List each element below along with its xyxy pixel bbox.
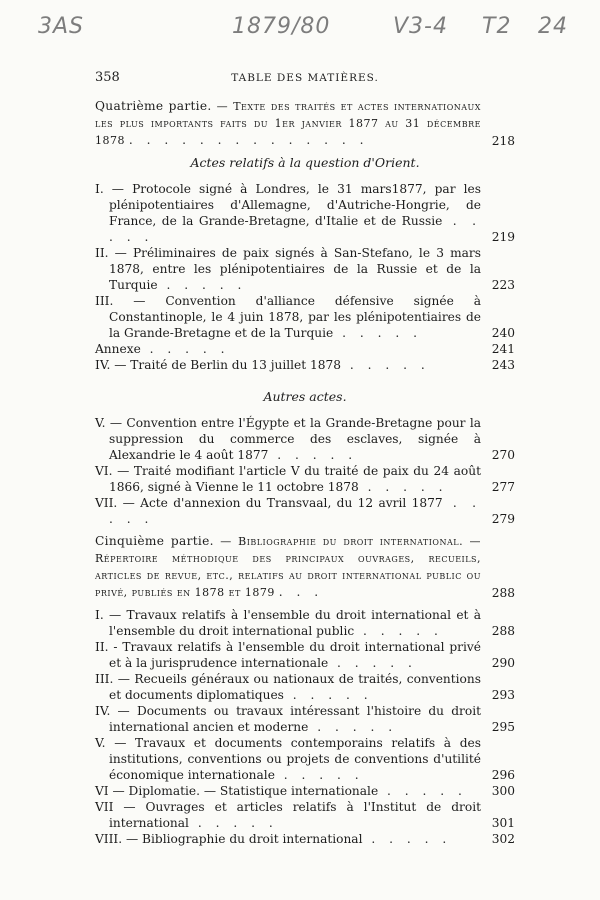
toc-entry-text: VI. — Traité modifiant l'article V du traité de paix du 24 août 1866, signé à Vienne le 11 octobre 1878 — [95, 464, 481, 494]
toc-entry-text: I. — Protocole signé à Londres, le 31 mars1877, par les plénipotentiaires d'Allemagne, d'Autriche-Hongrie, de France, de la Grande-Bretagne, d'Italie et de Russie — [95, 182, 481, 228]
toc-entry-text: VII — Ouvrages et articles relatifs à l'Institut de droit international — [95, 800, 481, 830]
toc-entry-text: V. — Travaux et documents contemporains relatifs à des institutions, conventions ou projets de conventions d'utilité économique internationale — [95, 736, 481, 782]
toc-entry-text: V. — Convention entre l'Égypte et la Grande-Bretagne pour la suppression du commerce des esclaves, signée à Alexandrie le 4 août 1877 — [95, 416, 481, 462]
orient-entries — [95, 181, 515, 373]
toc-entry-text: VIII. — Bibliographie du droit international — [95, 832, 363, 846]
toc-entry-text: VI — Diplomatie. — Statistique internationale — [95, 784, 379, 798]
toc-entry: VII — Ouvrages et articles relatifs à l'Institut de droit international . . . . . 301 — [95, 800, 515, 830]
page-ref: 296 — [491, 768, 515, 782]
page-header — [95, 70, 515, 86]
toc-entry: IV. — Documents ou travaux intéressant l'histoire du droit international ancien et moderne . . . . . 295 — [95, 704, 515, 734]
toc-entry-text: IV. — Documents ou travaux intéressant l'histoire du droit international ancien et moderne — [95, 704, 481, 734]
part-five-entries — [95, 607, 515, 847]
page-ref: 295 — [491, 720, 515, 734]
page-ref: 243 — [491, 358, 515, 372]
annotation-years: 1879/80 — [232, 14, 331, 39]
page-ref: 293 — [491, 688, 515, 702]
toc-entry: VI — Diplomatie. — Statistique internationale . . . . . 300 — [95, 784, 515, 798]
section-heading-autres: Autres actes. — [263, 389, 347, 404]
toc-entry: VIII. — Bibliographie du droit international . . . . . 302 — [95, 832, 515, 846]
toc-entry-text: II. — Préliminaires de paix signés à San-Stefano, le 3 mars 1878, entre les plénipotentiaires de la Russie et de la Turquie — [95, 246, 481, 292]
annotation-volume: V3-4 — [393, 14, 448, 39]
page-ref: 288 — [491, 586, 515, 600]
page-number: 358 — [95, 70, 120, 85]
toc-entry-text: Annexe — [95, 342, 141, 356]
toc-entry: II. — Préliminaires de paix signés à San-Stefano, le 3 mars 1878, entre les plénipotentiaires de la Russie et de la Turquie . . . . . 223 — [95, 246, 515, 292]
toc-entry-text: III. — Recueils généraux ou nationaux de traités, conventions et documents diplomatiques — [95, 672, 481, 702]
toc-entry: I. — Travaux relatifs à l'ensemble du droit international et à l'ensemble du droit international public . . . . . 288 — [95, 608, 515, 638]
page-ref: 218 — [491, 134, 515, 148]
part-four-title: Quatrième partie. — [95, 99, 212, 113]
toc-entry: Annexe . . . . . 241 — [95, 342, 515, 356]
page-ref: 241 — [491, 342, 515, 356]
page-ref: 223 — [491, 278, 515, 292]
annotation-tome: T2 — [482, 14, 512, 39]
page-ref: 300 — [491, 784, 515, 798]
toc-entry: I. — Protocole signé à Londres, le 31 mars1877, par les plénipotentiaires d'Allemagne, d'Autriche-Hongrie, de France, de la Grande-Bretagne, d'Italie et de Russie . . . . . 219 — [95, 182, 515, 244]
page-ref: 270 — [491, 448, 515, 462]
toc-entry-text: IV. — Traité de Berlin du 13 juillet 1878 — [95, 358, 342, 372]
toc-entry: III. — Recueils généraux ou nationaux de traités, conventions et documents diplomatiques . . . . . 293 — [95, 672, 515, 702]
toc-entry-text: I. — Travaux relatifs à l'ensemble du droit international et à l'ensemble du droit international public — [95, 608, 481, 638]
page-title: TABLE DES MATIÈRES. — [231, 72, 379, 84]
toc-entry-text: III. — Convention d'alliance défensive signée à Constantinople, le 4 juin 1878, par les plénipotentiaires de la Grande-Bretagne et de la Turquie — [95, 294, 481, 340]
part-four-text: — Texte des traités et actes internationaux les plus importants faits du 1er janvier 1877 au 31 décembre 1878 — [95, 100, 481, 147]
toc-part-four: Quatrième partie. — Texte des traités et actes internationaux les plus importants faits du 1er janvier 1877 au 31 décembre 1878 . . . . . . . . . . . . . . 218 — [95, 99, 515, 148]
page-ref: 279 — [491, 512, 515, 526]
page-ref: 219 — [491, 230, 515, 244]
annotation-number: 24 — [538, 14, 568, 39]
toc-entry: V. — Convention entre l'Égypte et la Grande-Bretagne pour la suppression du commerce des esclaves, signée à Alexandrie le 4 août 1877 . . . . . 270 — [95, 416, 515, 462]
part-five-title: Cinquième partie. — [95, 534, 214, 548]
toc-entry: II. - Travaux relatifs à l'ensemble du droit international privé et à la jurisprudence internationale . . . . . 290 — [95, 640, 515, 670]
page-ref: 302 — [491, 832, 515, 846]
toc-entry: IV. — Traité de Berlin du 13 juillet 1878 . . . . . 243 — [95, 358, 515, 372]
toc-part-five: Cinquième partie. — Bibliographie du droit international. — Répertoire méthodique des principaux ouvrages, recueils, articles de revue, etc., relatifs au droit international public ou privé, publiés en 1878 et 1879 . . . 288 — [95, 534, 515, 600]
section-heading-orient: Actes relatifs à la question d'Orient. — [190, 155, 420, 170]
page-ref: 288 — [491, 624, 515, 638]
autres-entries — [95, 415, 515, 527]
toc-entry: VII. — Acte d'annexion du Transvaal, du 12 avril 1877 . . . . . 279 — [95, 496, 515, 526]
page-ref: 290 — [491, 656, 515, 670]
toc-entry-text: VII. — Acte d'annexion du Transvaal, du 12 avril 1877 — [95, 496, 443, 510]
annotation-shelfmark: 3AS — [38, 14, 85, 39]
page-ref: 277 — [491, 480, 515, 494]
part-five-text: — Bibliographie du droit international. — Répertoire méthodique des principaux ouvrages, recueils, articles de revue, etc., relatifs au droit international public ou privé, publiés en 1878 et 1879 — [95, 535, 481, 599]
page-ref: 301 — [491, 816, 515, 830]
toc-entry: III. — Convention d'alliance défensive signée à Constantinople, le 4 juin 1878, par les plénipotentiaires de la Grande-Bretagne et de la Turquie . . . . . 240 — [95, 294, 515, 340]
toc-entry: VI. — Traité modifiant l'article V du traité de paix du 24 août 1866, signé à Vienne le 11 octobre 1878 . . . . . 277 — [95, 464, 515, 494]
toc-entry-text: II. - Travaux relatifs à l'ensemble du droit international privé et à la jurisprudence internationale — [95, 640, 481, 670]
page-ref: 240 — [491, 326, 515, 340]
table-of-contents-page — [95, 70, 515, 847]
toc-entry: V. — Travaux et documents contemporains relatifs à des institutions, conventions ou projets de conventions d'utilité économique internationale . . . . . 296 — [95, 736, 515, 782]
